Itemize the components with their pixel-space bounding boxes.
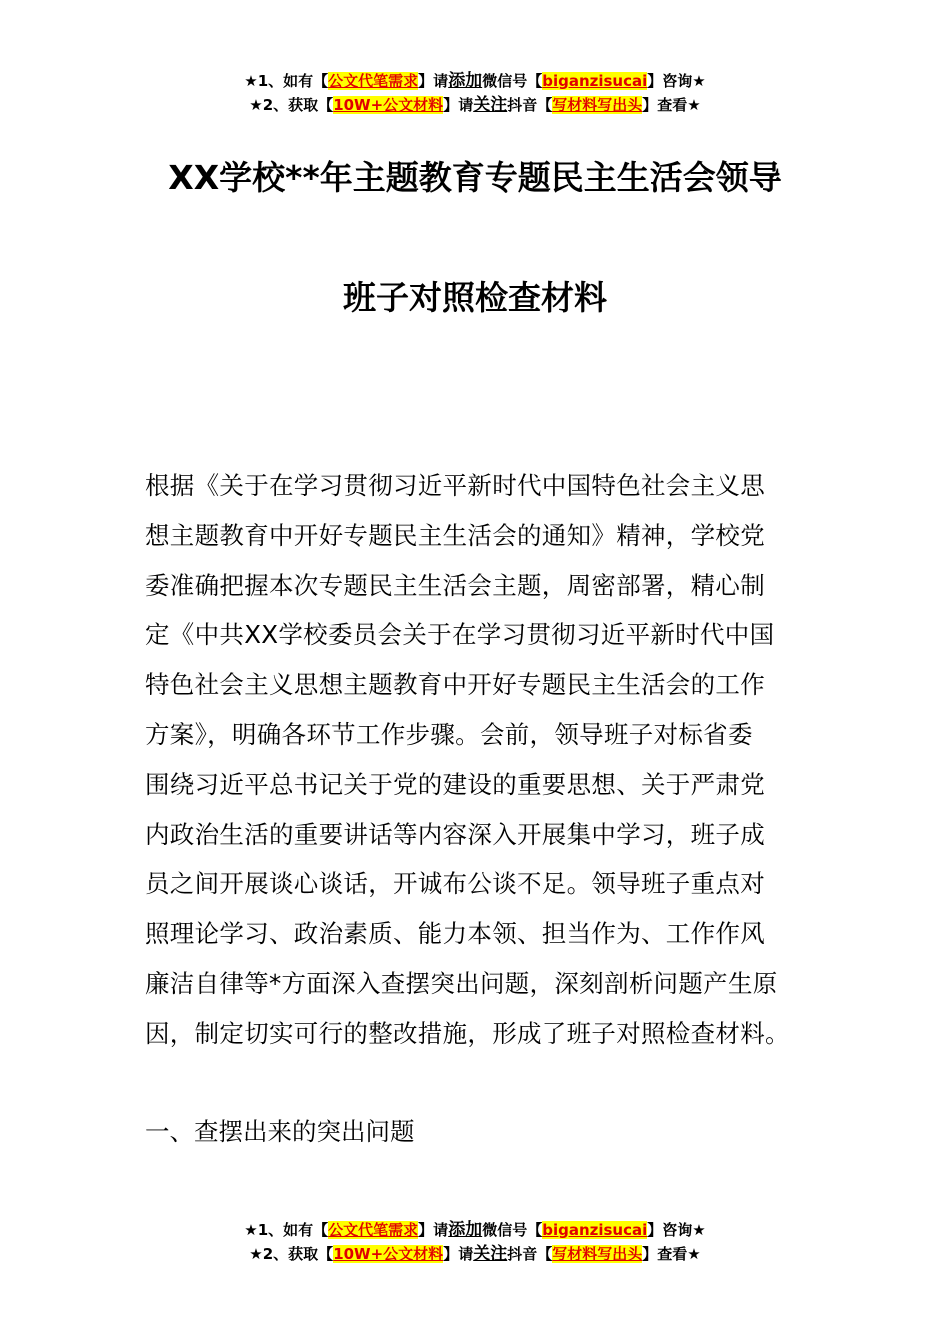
text: 】咨询★ [647,72,706,90]
body-line: 定《中共XX学校委员会关于在学习贯彻习近平新时代中国 [145,620,775,650]
highlight: 写材料写出头 [552,1245,643,1263]
body-line: 围绕习近平总书记关于党的建设的重要思想、关于严肃党 [145,769,765,799]
body-line: 委准确把握本次专题民主生活会主题，周密部署，精心制 [145,570,765,600]
highlight: 公文代笔需求 [328,1221,419,1239]
text: 】咨询★ [647,1221,706,1239]
document-title-line-1: XX学校**年主题教育专题民主生活会领导 [168,158,782,197]
text: 关注 [473,95,508,115]
highlight: 公文代笔需求 [328,72,419,90]
promo-banner-top [0,69,950,117]
body-line: 想主题教育中开好专题民主生活会的通知》精神，学校党 [145,520,765,550]
text: 添加 [448,1220,483,1240]
promo-banner-bottom [0,1218,950,1266]
body-line: 根据《关于在学习贯彻习近平新时代中国特色社会主义思 [145,471,765,500]
body-line: 员之间开展谈心谈话，开诚布公谈不足。领导班子重点对 [145,869,765,899]
text: ★2、获取【 [249,1245,334,1263]
highlight: 10W+公文材料 [333,96,444,114]
highlight: biganzisucai [542,1221,648,1239]
body-line: 廉洁自律等*方面深入查摆突出问题，深刻剖析问题产生原 [145,969,778,998]
body-line: 方案》，明确各环节工作步骤。会前，领导班子对标省委 [145,720,753,749]
promo-line-2 [0,1242,950,1266]
document-title-line-2: 班子对照检查材料 [343,278,607,317]
text: ★1、如有【 [244,1221,329,1239]
text: 微信号【 [482,72,543,90]
text: 】请 [418,72,449,90]
highlight: biganzisucai [542,72,648,90]
body-line: 特色社会主义思想主题教育中开好专题民主生活会的工作 [145,670,765,700]
body-line: 因，制定切实可行的整改措施，形成了班子对照检查材料。 [145,1018,790,1048]
highlight: 10W+公文材料 [333,1245,444,1263]
text: 微信号【 [482,1221,543,1239]
text: ★1、如有【 [244,72,329,90]
text: 关注 [473,1244,508,1264]
body-line: 内政治生活的重要讲话等内容深入开展集中学习，班子成 [145,819,765,849]
text: 抖音【 [507,96,553,114]
text: 】请 [418,1221,449,1239]
section-heading: 一、查摆出来的突出问题 [145,1117,415,1146]
text: 】查看★ [642,96,701,114]
text: 】查看★ [642,1245,701,1263]
body-line: 照理论学习、政治素质、能力本领、担当作为、工作作风 [145,919,765,949]
promo-line-2 [0,93,950,117]
text: 抖音【 [507,1245,553,1263]
text: 】请 [443,96,474,114]
text: 添加 [448,71,483,91]
text: 】请 [443,1245,474,1263]
text: ★2、获取【 [249,96,334,114]
promo-line-1 [0,1218,950,1242]
promo-line-1 [0,69,950,93]
highlight: 写材料写出头 [552,96,643,114]
